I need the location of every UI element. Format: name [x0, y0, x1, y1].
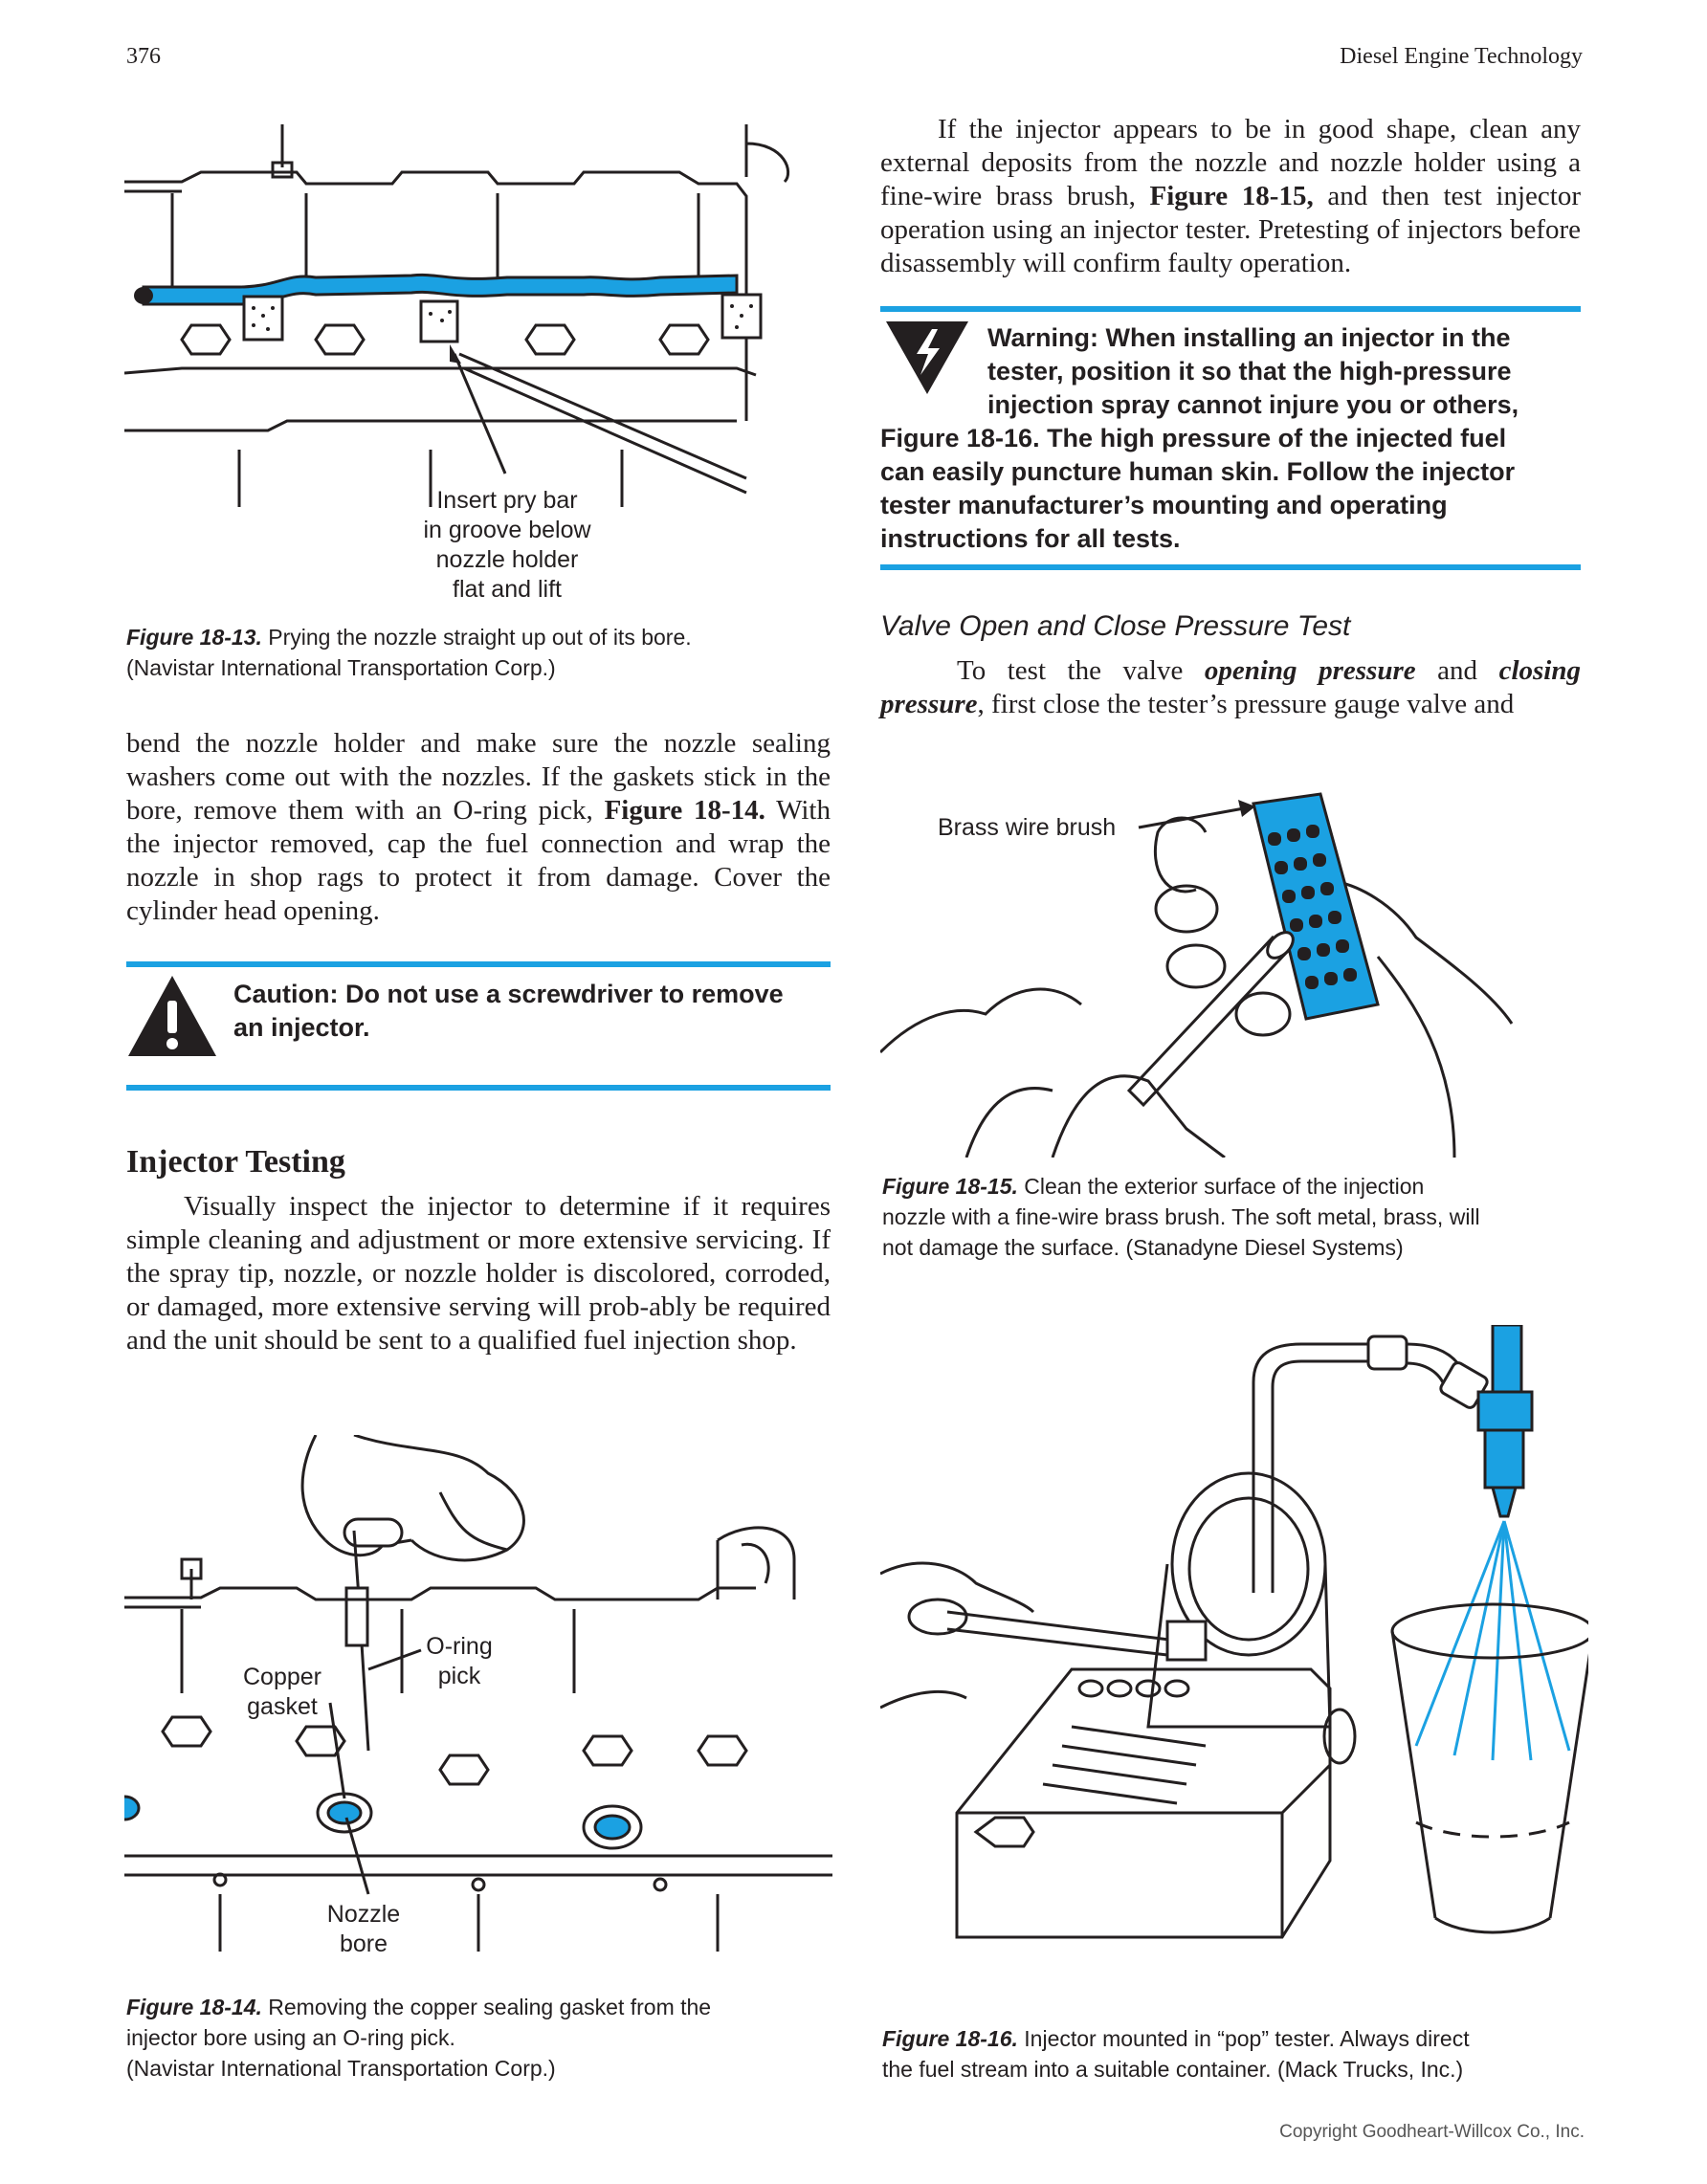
label-line: pick — [437, 1663, 481, 1689]
figure-18-16-caption — [882, 2023, 1590, 2085]
figure-18-16-illustration — [880, 1325, 1588, 1947]
warning-top-rule — [880, 306, 1581, 312]
right-paragraph-2 — [880, 654, 1581, 721]
caption-text: not damage the surface. (Stanadyne Diesel Systems) — [882, 1235, 1404, 1260]
caution-text — [233, 978, 831, 1045]
figure-reference: Figure 18-16 — [880, 424, 1033, 452]
warning-line: tester manufacturer’s mounting and operating — [880, 491, 1448, 519]
caption-text: Injector mounted in “pop” tester. Always direct — [1017, 2026, 1470, 2051]
figure-18-14-caption — [126, 1992, 834, 2084]
paragraph-text: and then test injector operation using an injector tester. Pretesting of injectors before disassembly will confirm faulty operation. — [880, 181, 1581, 278]
caption-label: Figure 18-14. — [126, 1995, 262, 2019]
label-line: Copper — [243, 1664, 321, 1690]
label-line: bore — [339, 1930, 388, 1957]
warning-line: tester, position it so that the high-pressure — [987, 357, 1512, 386]
caution-top-rule — [126, 961, 831, 967]
key-term: closing pressure — [880, 655, 1581, 719]
caption-text: Clean the exterior surface of the injection — [1017, 1174, 1425, 1199]
figure-18-13-caption — [126, 622, 834, 683]
copyright-footer: Copyright Goodheart-Willcox Co., Inc. — [1279, 2122, 1585, 2142]
paragraph-text: With the injector removed, cap the fuel connection and wrap the nozzle in shop rags to protect it from damage. Cover the cylinder head opening. — [126, 795, 831, 926]
callout-line: Insert pry bar — [436, 487, 578, 514]
warning-line-text: . The high pressure of the injected fuel — [1032, 424, 1507, 452]
figure-18-15-caption — [882, 1171, 1590, 1263]
warning-line: Warning: When installing an injector in the — [987, 323, 1511, 352]
paragraph-text: , first close the tester’s pressure gauge valve and — [977, 689, 1515, 719]
warning-line: injection spray cannot injure you or others, — [987, 390, 1519, 419]
key-term: opening pressure — [1204, 655, 1416, 686]
warning-text — [880, 321, 1581, 556]
callout-line: nozzle holder — [435, 546, 579, 573]
caption-text: nozzle with a fine-wire brass brush. The soft metal, brass, will — [882, 1204, 1480, 1229]
section-heading: Injector Testing — [126, 1144, 345, 1180]
warning-bottom-rule — [880, 564, 1581, 570]
running-head: Diesel Engine Technology — [1340, 44, 1583, 69]
paragraph-text: bend the nozzle holder and make sure the nozzle sealing washers come out with the nozzles. If the gaskets stick in the bore, remove them with an O-ring pick, — [126, 728, 831, 826]
right-paragraph-1 — [880, 113, 1581, 280]
warning-line — [880, 422, 1581, 455]
caption-label: Figure 18-16. — [882, 2026, 1018, 2051]
label-nozzle-bore — [316, 1900, 411, 1959]
figure-18-13-callout — [388, 486, 627, 605]
caption-source: (Navistar International Transportation Corp.) — [126, 655, 556, 680]
exclamation-triangle-icon — [126, 974, 218, 1058]
figure-reference: Figure 18-15, — [1149, 181, 1314, 211]
caution-bottom-rule — [126, 1085, 831, 1091]
caption-label: Figure 18-13. — [126, 625, 262, 650]
page-number: 376 — [126, 44, 161, 69]
caption-label: Figure 18-15. — [882, 1174, 1018, 1199]
caption-text: injector bore using an O-ring pick. — [126, 2025, 455, 2050]
warning-line: instructions for all tests. — [880, 524, 1181, 553]
caption-text: Prying the nozzle straight up out of its bore. — [261, 625, 692, 650]
callout-line: flat and lift — [453, 576, 562, 603]
callout-line: in groove below — [423, 517, 591, 543]
left-paragraph-2: Visually inspect the injector to determine if it requires simple cleaning and adjustment or more extensive servicing. If the spray tip, nozzle, or nozzle holder is discolored, corroded, or damaged, more extensive serving will prob-ably be required and the unit should be sent to a qualified fuel injection shop. — [126, 1191, 831, 1356]
label-oring-pick — [411, 1632, 507, 1691]
paragraph-text: If the injector appears to be in good shape, clean any external deposits from the nozzle and nozzle holder using a fine-wire brass brush, — [880, 114, 1581, 211]
caption-text: Removing the copper sealing gasket from the — [261, 1995, 712, 2019]
left-paragraph-1 — [126, 727, 831, 928]
caution-line: Caution: Do not use a screwdriver to remove — [233, 980, 784, 1008]
warning-line: can easily puncture human skin. Follow the injector — [880, 457, 1516, 486]
label-line: gasket — [247, 1693, 318, 1720]
paragraph-text: and — [1415, 655, 1499, 686]
label-brass-wire-brush: Brass wire brush — [938, 814, 1117, 841]
caption-source: (Navistar International Transportation Corp.) — [126, 2056, 556, 2081]
label-line: O-ring — [426, 1633, 493, 1660]
paragraph-text: To test the valve — [957, 655, 1205, 686]
figure-reference: Figure 18-14. — [604, 795, 765, 826]
subheading: Valve Open and Close Pressure Test — [880, 610, 1351, 642]
caption-text: the fuel stream into a suitable container. (Mack Trucks, Inc.) — [882, 2057, 1464, 2082]
caution-line: an injector. — [233, 1013, 370, 1042]
label-line: Nozzle — [326, 1901, 401, 1928]
label-copper-gasket — [230, 1663, 335, 1722]
